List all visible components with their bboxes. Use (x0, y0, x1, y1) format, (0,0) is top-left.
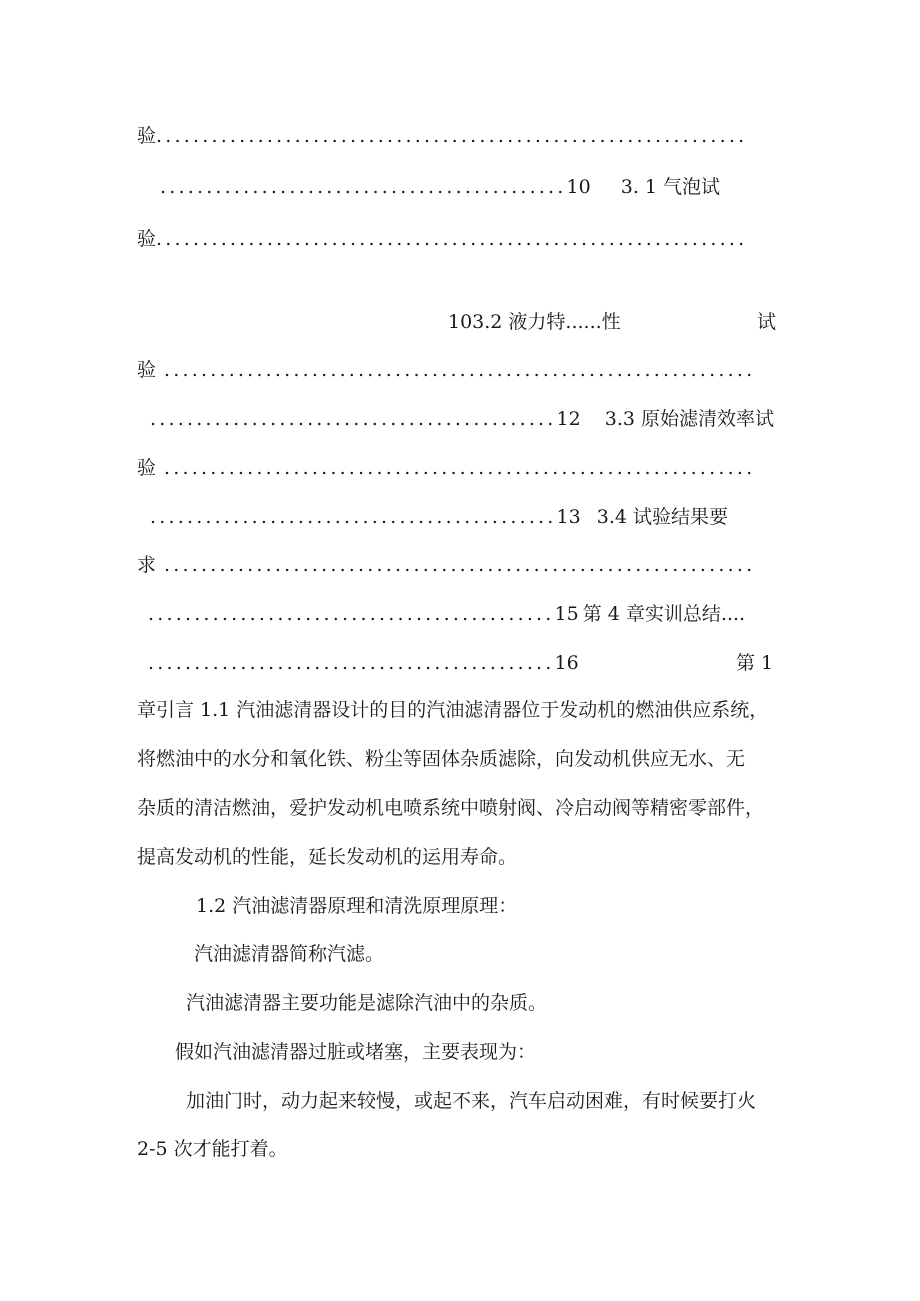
toc-line-1 (137, 124, 747, 148)
paragraph-short-name: 汽油滤清器简称汽滤。 (194, 943, 385, 965)
toc-line-2 (160, 175, 720, 199)
paragraph-symptoms-line-1: 加油门时，动力起来较慢，或起不来，汽车启动困难，有时候要打火 (186, 1090, 757, 1112)
toc-page-number: 16 (554, 652, 579, 674)
chapter-label: 第 1 (736, 652, 774, 674)
toc-leader-dots: ............................................ (160, 176, 567, 198)
toc-line-11-tail (736, 651, 773, 675)
toc-page-number: 13 (556, 506, 581, 528)
toc-entry-title: 3. 1 气泡试 (620, 176, 721, 198)
toc-leader-dots: ................................................................ (156, 228, 748, 250)
paragraph-function: 汽油滤清器主要功能是滤除汽油中的杂质。 (186, 992, 548, 1014)
section-heading-1-2: 1.2 汽油滤清器原理和清洗原理原理： (196, 895, 518, 917)
toc-line-8 (150, 505, 728, 529)
toc-line-4 (448, 310, 621, 334)
toc-line-10 (148, 602, 745, 626)
toc-leader-dots: ............................................ (150, 408, 557, 430)
toc-page-number: 10 (566, 176, 591, 198)
toc-head: 验 (137, 359, 157, 381)
toc-entry-title: 103.2 液力特......性 (448, 311, 621, 333)
intro-paragraph-line-2: 将燃油中的水分和氧化铁、粉尘等固体杂质滤除，向发动机供应无水、无 (137, 748, 746, 770)
toc-line-3 (137, 227, 747, 251)
toc-page-number: 15 (554, 603, 579, 625)
toc-line-5 (137, 358, 755, 382)
intro-paragraph-line-3: 杂质的清洁燃油，爱护发动机电喷系统中喷射阀、冷启动阀等精密零部件， (137, 797, 765, 819)
toc-entry-title-tail: 试 (757, 311, 777, 333)
paragraph-symptoms-intro: 假如汽油滤清器过脏或堵塞，主要表现为： (175, 1041, 537, 1063)
toc-line-7 (137, 456, 755, 480)
toc-head: 验 (137, 457, 157, 479)
toc-leader-dots: ................................................................ (164, 457, 756, 479)
toc-head: 求 (137, 554, 157, 576)
toc-leader-dots: ................................................................ (164, 554, 756, 576)
toc-entry-title: 第 4 章实训总结.... (582, 603, 746, 625)
intro-paragraph-line-1: 章引言 1.1 汽油滤清器设计的目的汽油滤清器位于发动机的燃油供应系统， (137, 699, 769, 721)
toc-head: 验 (137, 228, 157, 250)
toc-leader-dots: ............................................ (148, 652, 555, 674)
intro-paragraph-line-4: 提高发动机的性能，延长发动机的运用寿命。 (137, 846, 518, 868)
toc-leader-dots: ................................................................ (156, 125, 748, 147)
toc-head: 验 (137, 125, 157, 147)
toc-leader-dots: ................................................................ (164, 359, 756, 381)
toc-line-4-tail (757, 310, 776, 334)
toc-leader-dots: ............................................ (148, 603, 555, 625)
toc-leader-dots: ............................................ (150, 506, 557, 528)
toc-line-11 (148, 651, 579, 675)
paragraph-symptoms-line-2: 2-5 次才能打着。 (137, 1138, 288, 1160)
toc-entry-title: 3.4 试验结果要 (596, 506, 728, 528)
toc-line-9 (137, 553, 755, 577)
toc-entry-title: 3.3 原始滤清效率试 (604, 408, 774, 430)
toc-line-6 (150, 407, 774, 431)
toc-page-number: 12 (556, 408, 581, 430)
